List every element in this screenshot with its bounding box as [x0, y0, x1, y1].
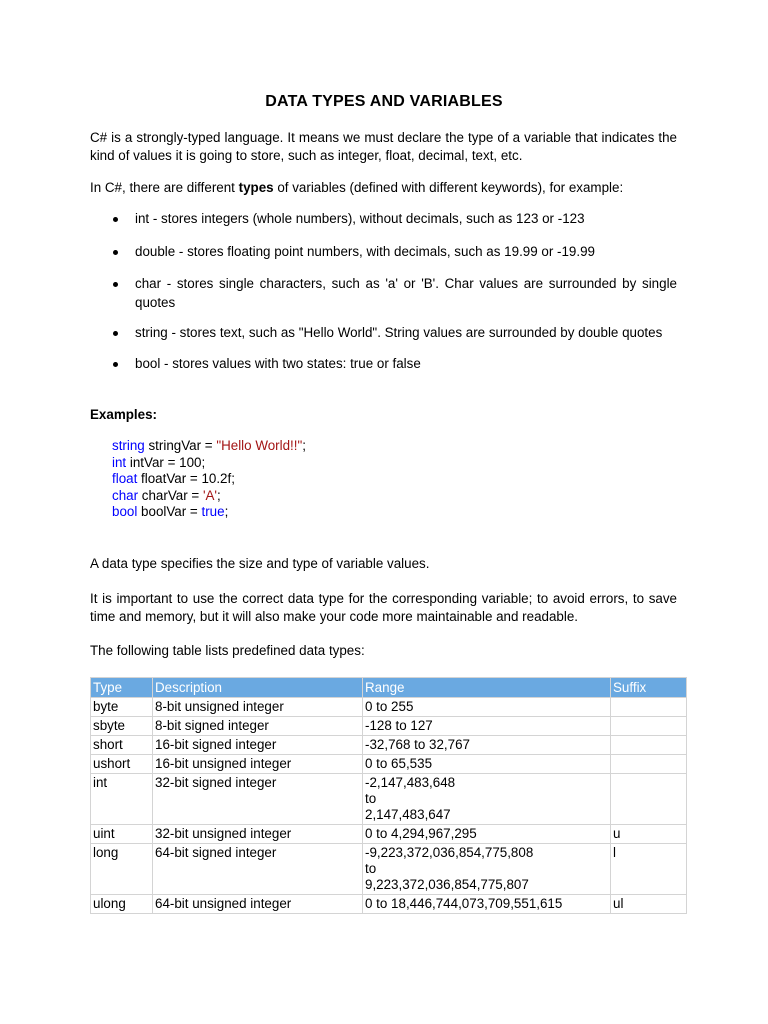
cell-type: ulong: [91, 895, 153, 914]
table-intro-paragraph: The following table lists predefined data types:: [90, 643, 365, 658]
range-line: -2,147,483,648: [365, 775, 456, 790]
code-line: [112, 504, 306, 521]
types-text-after: of variables (defined with different keywords), for example:: [273, 180, 624, 195]
cell-type: byte: [91, 698, 153, 717]
cell-description: 32-bit unsigned integer: [153, 825, 363, 844]
table-row: [91, 895, 687, 914]
cell-description: 8-bit signed integer: [153, 717, 363, 736]
code-literal: true: [201, 504, 225, 520]
code-keyword: float: [112, 471, 138, 487]
bullet-item: bool - stores values with two states: true or false: [90, 355, 677, 374]
table-row: [91, 698, 687, 717]
intro-paragraph: C# is a strongly-typed language. It means we must declare the type of a variable that indicates the kind of values it is going to store, such as integer, float, decimal, text, etc.: [90, 130, 677, 163]
code-literal: 'A': [202, 487, 217, 503]
cell-type: ushort: [91, 755, 153, 774]
cell-suffix: u: [611, 825, 687, 844]
code-line: [112, 438, 306, 455]
cell-description: 32-bit signed integer: [153, 774, 363, 825]
cell-range: [363, 895, 611, 914]
header-range: Range: [363, 678, 611, 698]
cell-suffix: [611, 736, 687, 755]
page-title: DATA TYPES AND VARIABLES: [265, 93, 503, 110]
table-row: [91, 774, 687, 825]
code-text-end: ;: [224, 504, 229, 520]
range-line: 0 to 18,446,744,073,709,551,615: [365, 896, 563, 911]
table-row: [91, 717, 687, 736]
cell-type: sbyte: [91, 717, 153, 736]
table-row: [91, 755, 687, 774]
code-text-end: ;: [216, 487, 221, 503]
range-line: to: [365, 791, 377, 806]
cell-range: [363, 774, 611, 825]
cell-description: 16-bit unsigned integer: [153, 755, 363, 774]
table-row: [91, 844, 687, 895]
table-row: [91, 736, 687, 755]
code-text: charVar =: [138, 487, 203, 503]
code-line: [112, 455, 306, 472]
cell-type: uint: [91, 825, 153, 844]
cell-range: [363, 825, 611, 844]
data-type-paragraph: A data type specifies the size and type of variable values.: [90, 556, 430, 571]
code-line: [112, 488, 306, 505]
cell-range: [363, 698, 611, 717]
range-line: -9,223,372,036,854,775,808: [365, 845, 534, 860]
cell-type: int: [91, 774, 153, 825]
range-line: -128 to 127: [365, 718, 433, 733]
range-line: 0 to 65,535: [365, 756, 433, 771]
cell-description: 64-bit unsigned integer: [153, 895, 363, 914]
types-text-bold: types: [238, 180, 274, 195]
code-keyword: int: [112, 454, 127, 470]
cell-suffix: ul: [611, 895, 687, 914]
range-line: to: [365, 861, 377, 876]
header-suffix: Suffix: [611, 678, 687, 698]
bullet-item: int - stores integers (whole numbers), without decimals, such as 123 or -123: [90, 210, 677, 229]
range-line: 0 to 4,294,967,295: [365, 826, 477, 841]
examples-label: Examples:: [90, 407, 157, 422]
cell-range: [363, 717, 611, 736]
cell-type: short: [91, 736, 153, 755]
code-keyword: string: [112, 438, 145, 453]
cell-description: 64-bit signed integer: [153, 844, 363, 895]
data-types-table: [90, 677, 687, 914]
cell-type: long: [91, 844, 153, 895]
bullet-item: char - stores single characters, such as 'a' or 'B'. Char values are surrounded by single quotes: [90, 275, 677, 312]
code-keyword: char: [112, 487, 139, 503]
cell-suffix: [611, 755, 687, 774]
bullet-item: string - stores text, such as "Hello World". String values are surrounded by double quotes: [90, 324, 677, 343]
code-text: boolVar =: [137, 504, 202, 520]
cell-description: 8-bit unsigned integer: [153, 698, 363, 717]
table-body: [91, 698, 687, 914]
cell-description: 16-bit signed integer: [153, 736, 363, 755]
table-row: [91, 825, 687, 844]
code-text: intVar = 100;: [126, 454, 206, 470]
code-text: floatVar = 10.2f;: [137, 471, 235, 487]
code-text-end: ;: [302, 438, 306, 453]
code-line: [112, 471, 306, 488]
cell-suffix: [611, 698, 687, 717]
bullet-item: double - stores floating point numbers, with decimals, such as 19.99 or -19.99: [90, 243, 677, 262]
code-literal: "Hello World!!": [216, 438, 303, 453]
cell-range: [363, 844, 611, 895]
types-paragraph: [90, 179, 677, 197]
data-types-bullet-list: [90, 210, 677, 373]
cell-range: [363, 736, 611, 755]
header-description: Description: [153, 678, 363, 698]
table-header-row: [91, 678, 687, 698]
cell-suffix: [611, 774, 687, 825]
range-line: 9,223,372,036,854,775,807: [365, 877, 529, 892]
range-line: 2,147,483,647: [365, 807, 451, 822]
code-keyword: bool: [112, 504, 138, 520]
importance-paragraph: It is important to use the correct data type for the corresponding variable; to avoid errors, to save time and memory, but it will also make your code more maintainable and readable.: [90, 591, 677, 624]
range-line: 0 to 255: [365, 699, 414, 714]
code-example: [112, 438, 306, 521]
types-text-before: In C#, there are different: [90, 180, 239, 195]
code-text: stringVar =: [144, 438, 217, 453]
cell-suffix: [611, 717, 687, 736]
range-line: -32,768 to 32,767: [365, 737, 470, 752]
header-type: Type: [91, 678, 153, 698]
cell-range: [363, 755, 611, 774]
cell-suffix: l: [611, 844, 687, 895]
